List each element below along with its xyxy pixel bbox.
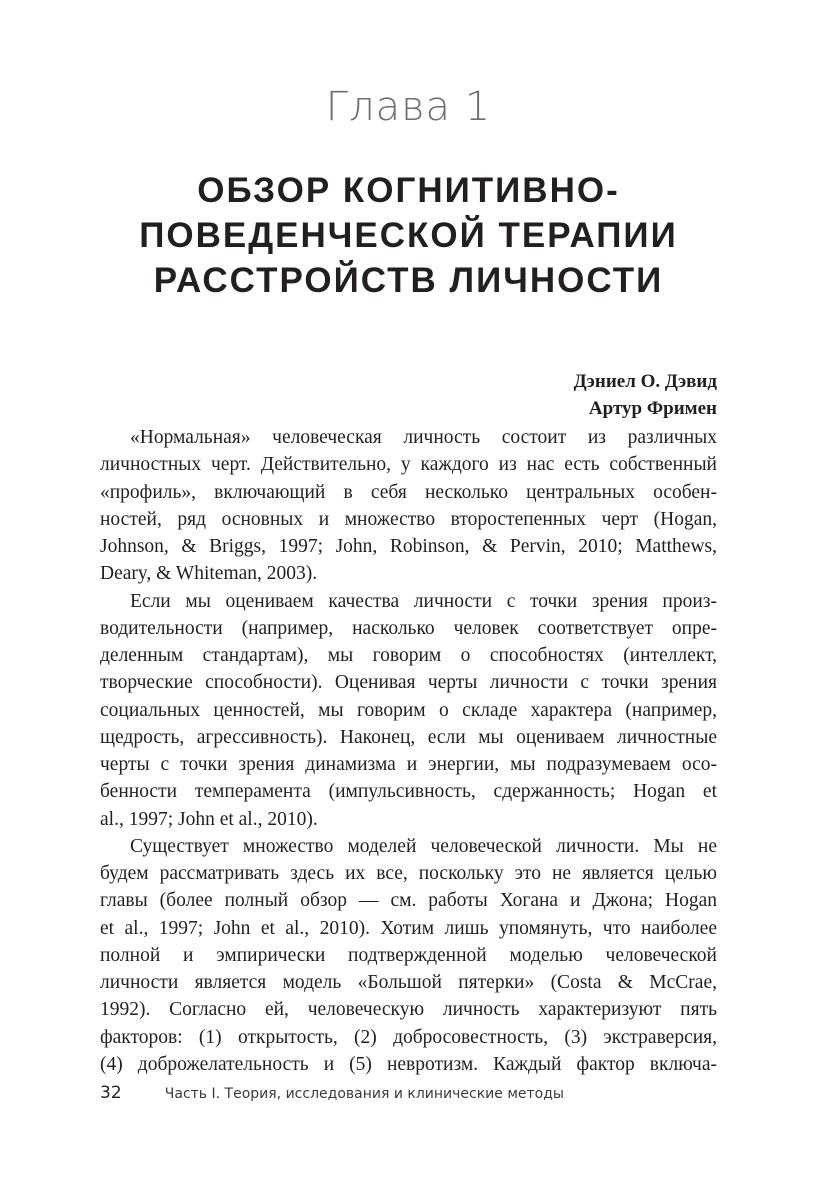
chapter-title — [0, 168, 817, 303]
text-line: личностных черт. Действительно, у каждого из нас есть собственный — [100, 454, 717, 476]
text-line: водительности (например, насколько человек соответствует опре- — [100, 617, 717, 639]
text-line: личности является модель «Большой пятерки» (Costa & McCrae, — [100, 972, 717, 993]
text-line: полной и эмпирически подтвержденной моделью человеческой — [100, 944, 717, 966]
chapter-title-line: РАССТРОЙСТВ ЛИЧНОСТИ — [153, 261, 664, 300]
text-line: (4) доброжелательность и (5) невротизм. Каждый фактор включа- — [100, 1053, 717, 1075]
author-name: Артур Фримен — [588, 398, 717, 419]
text-line: et al., 1997; John et al., 2010). Хотим лишь упомянуть, что наиболее — [100, 917, 717, 939]
chapter-title-line: ПОВЕДЕНЧЕСКОЙ ТЕРАПИИ — [139, 216, 678, 255]
text-line: деленным стандартам), мы говорим о способностях (интеллект, — [100, 645, 717, 666]
text-line: творческие способности). Оценивая черты личности с точки зрения — [100, 672, 717, 694]
authors — [574, 368, 717, 422]
text-line: «профиль», включающий в себя несколько центральных особен- — [100, 481, 717, 503]
text-line: будем рассматривать здесь их все, поскольку это не является целью — [100, 863, 717, 884]
text-line: главы (более полный обзор — см. работы Хогана и Джона; Hogan — [100, 890, 717, 912]
paragraph — [100, 588, 717, 833]
text-line: Если мы оцениваем качества личности с точки зрения произ- — [130, 590, 717, 612]
text-line: щедрость, агрессивность). Наконец, если мы оцениваем личностные — [100, 726, 717, 748]
paragraph — [100, 424, 717, 588]
text-line: черты с точки зрения динамизма и энергии, мы подразумеваем осо- — [100, 754, 717, 775]
text-line: Существует множество моделей человеческой личности. Мы не — [130, 835, 717, 857]
page-footer — [100, 1083, 717, 1103]
text-line: ностей, ряд основных и множество второстепенных черт (Hogan, — [100, 508, 717, 530]
running-head: Часть I. Теория, исследования и клинические методы — [164, 1086, 564, 1102]
text-line: «Нормальная» человеческая личность состоит из различных — [130, 427, 717, 448]
chapter-title-line: ОБЗОР КОГНИТИВНО- — [197, 171, 620, 210]
paragraph — [100, 833, 717, 1078]
page-number: 32 — [100, 1083, 122, 1103]
author-name: Дэниел О. Дэвид — [573, 371, 717, 392]
text-line: бенности темперамента (импульсивность, сдержанность; Hogan et — [100, 781, 717, 803]
body-text — [100, 424, 717, 1078]
text-line: факторов: (1) открытость, (2) добросовестность, (3) экстраверсия, — [100, 1026, 717, 1048]
chapter-label: Глава 1 — [325, 84, 492, 130]
text-line: 1992). Согласно ей, человеческую личность характеризуют пять — [100, 999, 717, 1021]
text-line: социальных ценностей, мы говорим о складе характера (например, — [100, 699, 717, 721]
text-line: al., 1997; John et al., 2010). — [100, 808, 318, 830]
text-line: Johnson, & Briggs, 1997; John, Robinson, & Pervin, 2010; Matthews, — [100, 536, 717, 557]
text-line: Deary, & Whiteman, 2003). — [100, 563, 318, 585]
